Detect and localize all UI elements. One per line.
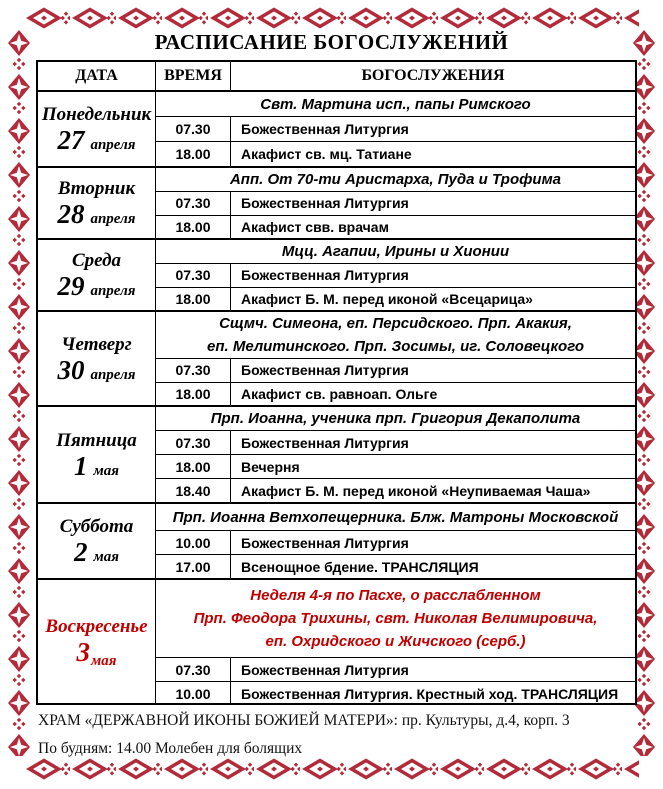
day-block — [38, 578, 635, 705]
day-block — [38, 310, 635, 405]
service-row — [156, 263, 635, 287]
service-row — [156, 141, 635, 166]
service-name: Божественная Литургия — [241, 195, 409, 212]
day-date — [57, 127, 135, 154]
service-time: 07.30 — [156, 658, 231, 681]
feast-row — [156, 240, 635, 263]
day-date — [76, 636, 117, 670]
date-month: апреля — [90, 137, 136, 153]
date-cell — [38, 312, 156, 405]
date-month: апреля — [90, 211, 136, 227]
date-number: 3 — [76, 636, 90, 667]
weekday-note: По будням: 14.00 Молебен для болящих — [38, 740, 303, 757]
service-time: 18.00 — [156, 216, 231, 239]
date-cell — [38, 407, 156, 502]
service-time: 18.00 — [156, 383, 231, 406]
day-block — [38, 166, 635, 238]
date-cell — [38, 92, 156, 166]
day-name: Понедельник — [41, 104, 152, 125]
service-time: 17.00 — [156, 555, 231, 578]
service-name: Вечерня — [241, 458, 300, 475]
service-time: 10.00 — [156, 531, 231, 554]
header-services: БОГОСЛУЖЕНИЯ — [361, 67, 505, 84]
service-name: Божественная Литургия — [241, 434, 409, 451]
date-month: апреля — [90, 283, 136, 299]
service-row — [156, 358, 635, 382]
service-time: 07.30 — [156, 192, 231, 215]
service-name: Божественная Литургия — [241, 121, 409, 137]
service-time: 07.30 — [156, 264, 231, 287]
day-name: Суббота — [59, 516, 134, 537]
date-number: 29 — [57, 271, 85, 301]
feast-row — [156, 504, 635, 530]
service-row — [156, 478, 635, 502]
church-address: ХРАМ «ДЕРЖАВНОЙ ИКОНЫ БОЖИЕЙ МАТЕРИ»: пр. Культуры, д.4, корп. 3 — [38, 712, 570, 729]
date-month: мая — [93, 462, 119, 479]
date-number: 1 — [73, 450, 88, 481]
day-name: Четверг — [61, 333, 132, 355]
service-row — [156, 530, 635, 554]
service-name: Акафист свв. врачам — [241, 218, 389, 235]
feast-row — [156, 580, 635, 657]
schedule-table — [36, 60, 637, 705]
day-services-area — [156, 504, 635, 578]
service-time: 07.30 — [156, 431, 231, 454]
date-number: 30 — [57, 354, 85, 385]
service-name: Всенощное бдение. ТРАНСЛЯЦИЯ — [241, 558, 479, 575]
day-name: Среда — [71, 250, 122, 271]
day-date — [57, 273, 135, 300]
service-name: Божественная Литургия — [241, 534, 409, 551]
day-services-area — [156, 92, 635, 166]
feast-line: еп. Охридского и Жичского (серб.) — [265, 633, 526, 650]
service-row — [156, 382, 635, 406]
service-time: 10.00 — [156, 682, 231, 705]
feast-row — [156, 168, 635, 191]
day-date — [57, 201, 135, 228]
ornament-border-top — [24, 5, 639, 31]
service-time: 18.00 — [156, 142, 231, 166]
service-name: Акафист Б. М. перед иконой «Неупиваемая Чаша» — [241, 482, 591, 499]
day-block — [38, 405, 635, 502]
header-date: ДАТА — [38, 62, 156, 90]
service-row — [156, 287, 635, 311]
service-row — [156, 215, 635, 239]
feast-line: Сщмч. Симеона, еп. Персидского. Прп. Акакия, — [219, 315, 572, 332]
day-block — [38, 502, 635, 578]
date-cell — [38, 168, 156, 238]
service-time: 07.30 — [156, 117, 231, 141]
page-title: РАСПИСАНИЕ БОГОСЛУЖЕНИЙ — [154, 30, 509, 54]
date-month: мая — [90, 652, 117, 669]
day-date — [74, 539, 119, 566]
feast-row — [156, 92, 635, 116]
date-cell — [38, 504, 156, 578]
service-name: Божественная Литургия. Крестный ход. ТРАНСЛЯЦИЯ — [241, 685, 619, 702]
day-services-area — [156, 407, 635, 502]
feast-line: Свт. Мартина исп., папы Римского — [260, 95, 531, 113]
day-name: Воскресенье — [45, 615, 148, 637]
date-month: мая — [93, 549, 119, 565]
service-name: Акафист св. равноап. Ольге — [241, 385, 438, 402]
service-row — [156, 554, 635, 578]
service-row — [156, 681, 635, 705]
feast-line: Прп. Феодора Трихины, свт. Николая Велимировича, — [193, 610, 598, 627]
service-time: 07.30 — [156, 359, 231, 382]
service-name: Акафист св. мц. Татиане — [241, 146, 412, 162]
day-name: Пятница — [56, 429, 137, 451]
date-month: апреля — [90, 366, 136, 383]
feast-line: еп. Мелитинского. Прп. Зосимы, иг. Соловецкого — [206, 338, 585, 355]
table-header-row — [38, 62, 635, 92]
day-date — [57, 354, 136, 385]
service-time: 18.00 — [156, 455, 231, 478]
day-block — [38, 92, 635, 166]
service-row — [156, 430, 635, 454]
feast-line: Мцц. Агапии, Ирины и Хионии — [281, 243, 510, 260]
service-row — [156, 191, 635, 215]
date-number: 2 — [73, 537, 88, 567]
day-services-area — [156, 580, 635, 705]
date-cell — [38, 580, 156, 705]
footer-notes — [38, 707, 618, 763]
feast-line: Прп. Иоанна Ветхопещерника. Блж. Матроны Московской — [172, 508, 619, 526]
service-name: Акафист Б. М. перед иконой «Всецарица» — [241, 290, 533, 307]
feast-row — [156, 312, 635, 358]
ornament-border-left — [6, 28, 32, 756]
feast-line: Апп. От 70-ти Аристарха, Пуда и Трофима — [229, 171, 562, 188]
day-date — [73, 450, 119, 481]
service-row — [156, 116, 635, 141]
header-time: ВРЕМЯ — [156, 62, 231, 90]
date-number: 27 — [57, 125, 85, 155]
date-number: 28 — [57, 199, 85, 229]
day-services-area — [156, 168, 635, 238]
service-row — [156, 454, 635, 478]
feast-line: Прп. Иоанна, ученика прп. Григория Декаполита — [210, 410, 581, 427]
date-cell — [38, 240, 156, 310]
feast-line: Неделя 4-я по Пасхе, о расслабленном — [250, 587, 541, 604]
day-services-area — [156, 312, 635, 405]
day-name: Вторник — [57, 178, 136, 199]
day-block — [38, 238, 635, 310]
service-time: 18.40 — [156, 479, 231, 502]
service-name: Божественная Литургия — [241, 267, 409, 284]
service-time: 18.00 — [156, 288, 231, 311]
service-name: Божественная Литургия — [241, 362, 409, 379]
feast-row — [156, 407, 635, 430]
service-name: Божественная Литургия — [241, 661, 409, 678]
service-row — [156, 657, 635, 681]
day-services-area — [156, 240, 635, 310]
